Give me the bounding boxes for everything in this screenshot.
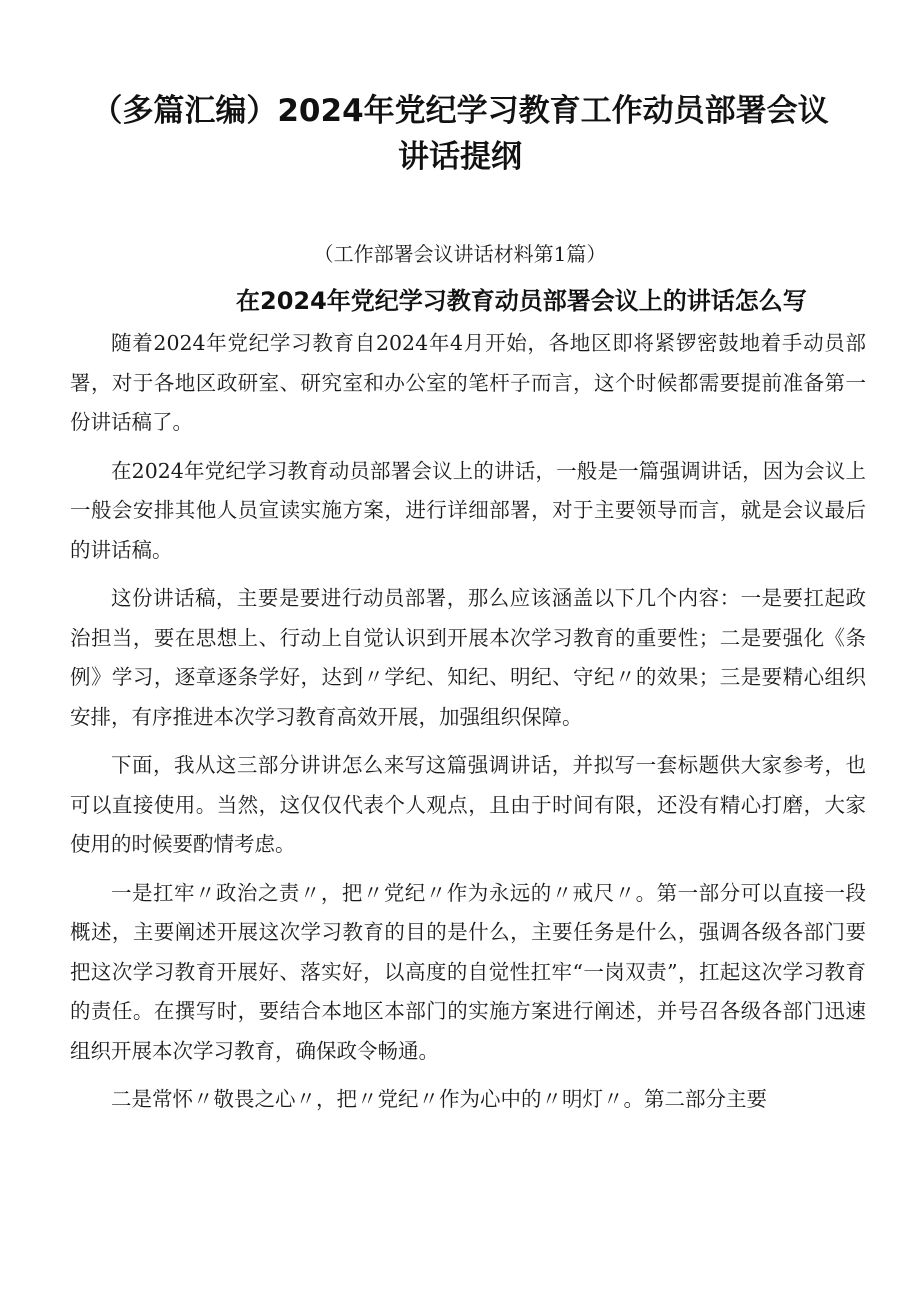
paragraph-5: 一是扛牢〃政治之责〃，把〃党纪〃作为永远的〃戒尺〃。第一部分可以直接一段概述，主要阐述开展这次学习教育的目的是什么，主要任务是什么，强调各级各部门要把这次学习教育开展好、落实好，以高度的自觉性扛牢“一岗双责”，扛起这次学习教育的责任。在撰写时，要结合本地区本部门的实施方案进行阐述，并号召各级各部门迅速组织开展本次学习教育，确保政令畅通。 [70,880,866,1063]
paragraph-6: 二是常怀〃敬畏之心〃，把〃党纪〃作为心中的〃明灯〃。第二部分主要 [111,1087,767,1111]
document-title-line-1: （多篇汇编）2024年党纪学习教育工作动员部署会议 [91,93,829,129]
article-heading: 在2024年党纪学习教育动员部署会议上的讲话怎么写 [236,287,807,315]
article-body [70,324,866,1129]
document-title-line-2: 讲话提纲 [398,139,522,175]
paragraph-1: 随着2024年党纪学习教育自2024年4月开始，各地区即将紧锣密鼓地着手动员部署，对于各地区政研室、研究室和办公室的笔杆子而言，这个时候都需要提前准备第一份讲话稿了。 [70,331,866,434]
paragraph-4: 下面，我从这三部分讲讲怎么来写这篇强调讲话，并拟写一套标题供大家参考，也可以直接使用。当然，这仅仅代表个人观点，且由于时间有限，还没有精心打磨，大家使用的时候要酌情考虑。 [70,753,866,856]
paragraph-2: 在2024年党纪学习教育动员部署会议上的讲话，一般是一篇强调讲话，因为会议上一般会安排其他人员宣读实施方案，进行详细部署，对于主要领导而言，就是会议最后的讲话稿。 [70,458,866,562]
section-label: （工作部署会议讲话材料第1篇） [313,242,607,266]
paragraph-3: 这份讲话稿，主要是要进行动员部署，那么应该涵盖以下几个内容：一是要扛起政治担当，要在思想上、行动上自觉认识到开展本次学习教育的重要性；二是要强化《条例》学习，逐章逐条学好，达到〃学纪、知纪、明纪、守纪〃的效果；三是要精心组织安排，有序推进本次学习教育高效开展，加强组织保障。 [70,586,866,729]
